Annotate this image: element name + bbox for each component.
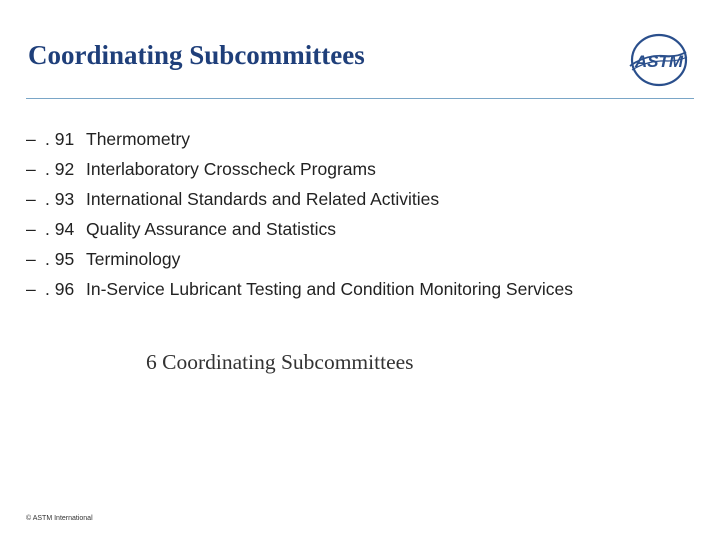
list-bullet: – (26, 279, 36, 299)
list-item (26, 184, 573, 214)
subcommittee-label: Interlaboratory Crosscheck Programs (86, 159, 376, 179)
list-bullet: – (26, 159, 36, 179)
subcommittee-label: Thermometry (86, 129, 191, 149)
subcommittee-code: . 91 (45, 129, 75, 149)
list-bullet: – (26, 189, 36, 209)
list-bullet: – (26, 219, 36, 239)
copyright-footer: © ASTM International (26, 515, 93, 522)
subcommittee-label: In-Service Lubricant Testing and Condition Monitoring Services (86, 279, 574, 299)
subcommittee-label: Quality Assurance and Statistics (86, 219, 336, 239)
title-divider (26, 98, 694, 99)
slide-caption: 6 Coordinating Subcommittees (146, 350, 414, 374)
subcommittee-code: . 92 (45, 159, 75, 179)
list-item (26, 154, 573, 184)
astm-logo-icon (626, 30, 690, 90)
subcommittee-code: . 93 (45, 189, 75, 209)
subcommittee-code: . 94 (45, 219, 75, 239)
astm-logo-text: ASTM (634, 52, 684, 71)
subcommittee-code: . 95 (45, 249, 75, 269)
subcommittee-label: International Standards and Related Activities (86, 189, 440, 209)
list-bullet: – (26, 129, 36, 149)
list-item (26, 244, 573, 274)
slide-title: Coordinating Subcommittees (28, 40, 365, 70)
subcommittee-label: Terminology (86, 249, 181, 269)
subcommittee-code: . 96 (45, 279, 75, 299)
list-item (26, 274, 573, 304)
list-item (26, 214, 573, 244)
list-bullet: – (26, 249, 36, 269)
subcommittee-list (26, 124, 573, 304)
list-item (26, 124, 573, 154)
